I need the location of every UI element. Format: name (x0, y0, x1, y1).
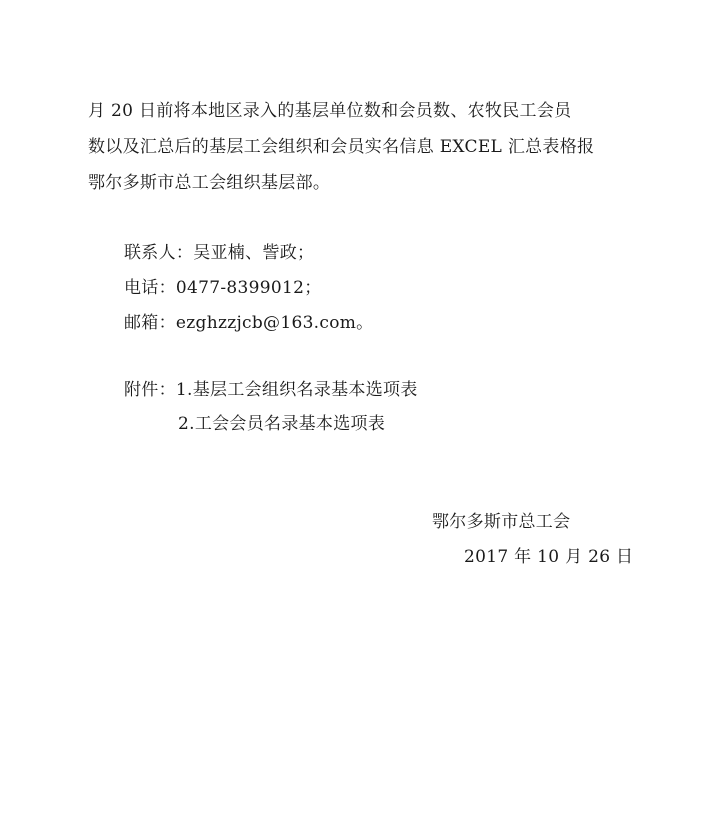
attachment-item-2: 2.工会会员名录基本选项表 (178, 414, 386, 434)
body-line-2: 数以及汇总后的基层工会组织和会员实名信息 EXCEL 汇总表格报 (88, 137, 595, 157)
contact-email: 邮箱：ezghzzjcb@163.com。 (124, 313, 374, 333)
body-line-3: 鄂尔多斯市总工会组织基层部。 (88, 173, 331, 193)
contact-phone: 电话：0477-8399012； (124, 278, 322, 298)
signature-date: 2017 年 10 月 26 日 (464, 547, 634, 567)
contact-person: 联系人：吴亚楠、訾政； (124, 243, 315, 263)
body-line-1: 月 20 日前将本地区录入的基层单位数和会员数、农牧民工会员 (88, 101, 572, 121)
attachment-item-1: 附件：1.基层工会组织名录基本选项表 (124, 380, 418, 400)
signature-organization: 鄂尔多斯市总工会 (432, 512, 571, 532)
